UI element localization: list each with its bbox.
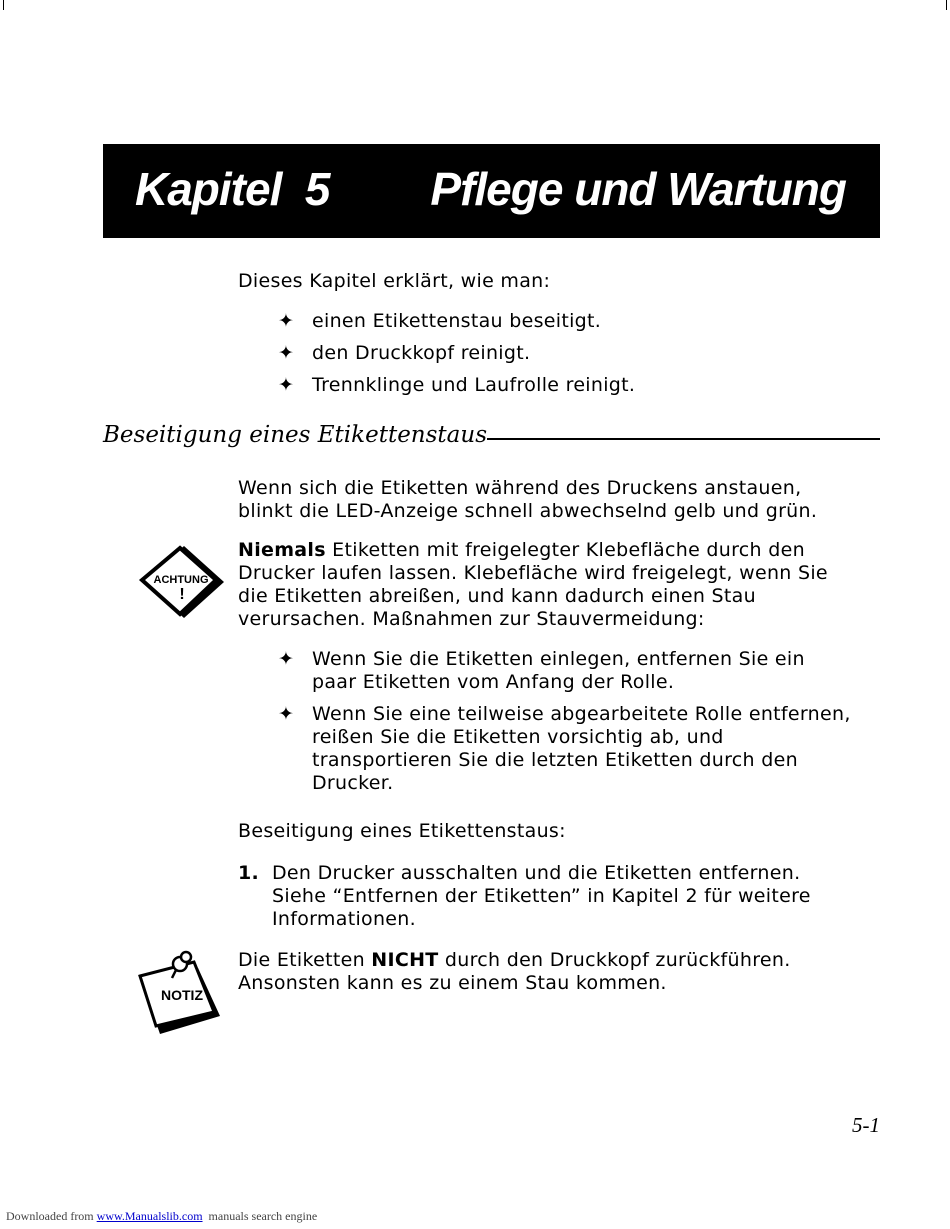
chapter-banner [103,144,880,238]
steps-intro: Beseitigung eines Etikettenstaus: [238,820,566,842]
bullet-icon: ✦ [278,648,295,670]
section-heading: Beseitigung eines Etikettenstaus [103,422,487,448]
caution-icon-mark: ! [179,586,185,603]
note-icon [136,946,228,1038]
bullet-icon: ✦ [278,342,295,364]
page-number: 5-1 [852,1113,880,1137]
bullet-icon: ✦ [278,310,295,332]
chapter-title: Pflege und Wartung [430,163,846,215]
heading-rule [487,438,880,440]
bullet-icon: ✦ [278,703,295,725]
note-bold: NICHT [371,949,439,971]
crop-mark-left [3,0,4,10]
bullet-icon: ✦ [278,374,295,396]
caution-bold: Niemals [238,539,326,561]
intro-text: Dieses Kapitel erklärt, wie man: [238,270,551,292]
crop-mark-right [946,0,947,10]
footer: Downloaded from www.Manualslib.com manuals search engine [6,1209,318,1223]
caution-text: Niemals Etiketten mit freigelegter Klebefläche durch den Drucker laufen lassen. Klebefläche wird freigelegt, wenn Sie die Etiketten abreißen, und kann dadurch einen Stau verursachen. Maßnahmen zur Stauvermeidung: [238,539,828,630]
paragraph: Wenn sich die Etiketten während des Druckens anstauen, blinkt die LED-Anzeige schnell abwechselnd gelb und grün. [238,477,818,522]
step-number: 1. [238,862,260,884]
note-text: Die Etiketten NICHT durch den Druckkopf zurückführen. Ansonsten kann es zu einem Stau kommen. [238,949,791,994]
chapter-number: Kapitel 5 [135,163,330,215]
manualslib-link[interactable]: www.Manualslib.com [96,1209,203,1223]
note-icon-label: NOTIZ [161,987,203,1003]
caution-icon-label: ACHTUNG [153,574,209,586]
caution-icon [138,542,226,622]
